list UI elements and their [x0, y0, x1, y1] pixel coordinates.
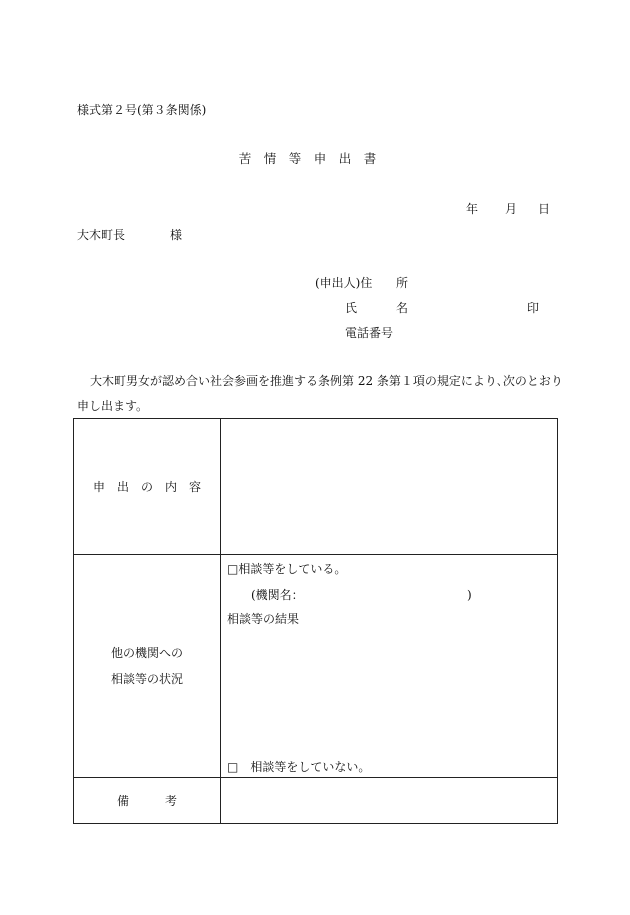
application-table — [73, 418, 558, 824]
remarks-label: 備 考 — [116, 794, 177, 808]
body-text-line-2: 申し出ます。 — [77, 399, 149, 413]
applicant-phone-label: 電話番号 — [345, 326, 394, 340]
date-day-label: 日 — [538, 202, 551, 216]
consultation-label-cell — [74, 555, 221, 778]
table-row-content — [74, 419, 558, 555]
remarks-input-cell[interactable] — [221, 778, 558, 824]
applicant-name-label-tail: 名 — [396, 301, 409, 315]
content-label-cell — [74, 419, 221, 555]
document-title: 苦 情 等 申 出 書 — [238, 151, 377, 166]
consult-result-label: 相談等の結果 — [227, 612, 300, 626]
date-year-label: 年 — [466, 202, 479, 216]
agency-name-label: (機関名： — [251, 588, 304, 602]
consultation-label-line-2: 相談等の状況 — [110, 672, 183, 686]
consult-yes-checkbox[interactable]: □相談等をしている。 — [227, 562, 347, 576]
date-month-label: 月 — [505, 202, 518, 216]
addressee-name: 大木町長 — [77, 228, 126, 242]
applicant-name-label: 氏 — [345, 301, 358, 315]
consult-no-checkbox[interactable]: □ 相談等をしていない。 — [227, 760, 371, 774]
agency-name-close-paren: ) — [467, 588, 472, 602]
body-text-line-1: 大木町男女が認め合い社会参画を推進する条例第 22 条第１項の規定により､次のとおり — [90, 374, 563, 388]
remarks-label-cell — [74, 778, 221, 824]
table-row-consultation — [74, 555, 558, 778]
content-label: 申 出 の 内 容 — [92, 480, 201, 494]
addressee-honorific: 様 — [170, 228, 183, 242]
form-number: 様式第２号(第３条関係) — [77, 103, 207, 117]
content-input-cell[interactable] — [221, 419, 558, 555]
consultation-label-line-1: 他の機関への — [110, 646, 183, 660]
applicant-address-label: (申出人)住 — [315, 276, 373, 290]
seal-mark: 印 — [527, 301, 540, 315]
table-row-remarks — [74, 778, 558, 824]
applicant-address-label-tail: 所 — [396, 276, 409, 290]
consultation-input-cell[interactable] — [221, 555, 558, 778]
